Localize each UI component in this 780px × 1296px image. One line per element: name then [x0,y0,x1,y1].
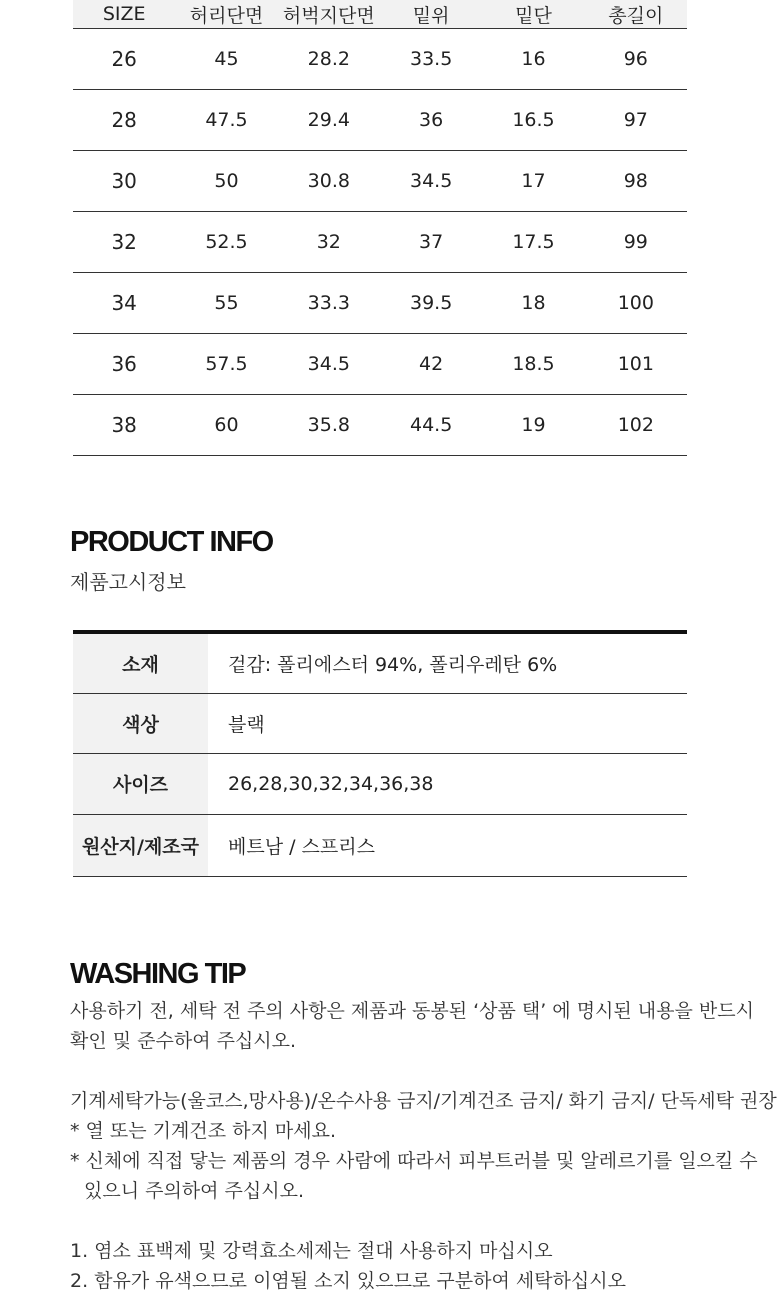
info-row-color [73,693,687,753]
size-measure-cell: 17 [482,151,584,212]
info-value: 겉감: 폴리에스터 94%, 폴리우레탄 6% [208,632,687,693]
washing-tip-title: WASHING TIP [70,958,246,990]
product-info-subtitle: 제품고시정보 [70,570,186,594]
size-label-cell: 38 [73,395,175,456]
size-table-header-cell: 총길이 [585,0,687,29]
size-table-row [73,90,687,151]
size-label-cell: 30 [73,151,175,212]
size-measure-cell: 16.5 [482,90,584,151]
size-measure-cell: 50 [175,151,277,212]
size-table-header-cell: 밑위 [380,0,482,29]
size-measure-cell: 33.5 [380,29,482,90]
size-measure-cell: 60 [175,395,277,456]
size-measure-cell: 34.5 [278,334,380,395]
washing-note: 있으니 주의하여 주십시오. [84,1180,305,1202]
size-table-header-cell: 허리단면 [175,0,277,29]
size-measure-cell: 100 [585,273,687,334]
size-table-header-row [73,0,687,29]
size-table-row [73,273,687,334]
size-table-body [73,0,687,456]
info-key: 소재 [73,632,208,693]
size-table [73,0,687,456]
size-measure-cell: 32 [278,212,380,273]
size-measure-cell: 55 [175,273,277,334]
info-value: 26,28,30,32,34,36,38 [208,753,687,814]
size-measure-cell: 34.5 [380,151,482,212]
size-table-row [73,151,687,212]
size-measure-cell: 102 [585,395,687,456]
size-measure-cell: 45 [175,29,277,90]
washing-note: * 신체에 직접 닿는 제품의 경우 사람에 따라서 피부트러블 및 알레르기를 일으킬 수 [70,1150,758,1172]
size-label-cell: 26 [73,29,175,90]
washing-tip-text [70,996,777,1296]
size-table-row [73,395,687,456]
size-measure-cell: 36 [380,90,482,151]
info-value: 블랙 [208,693,687,753]
size-measure-cell: 47.5 [175,90,277,151]
size-table-header-cell: SIZE [73,0,175,29]
size-measure-cell: 30.8 [278,151,380,212]
info-row-material [73,632,687,693]
product-info-table [73,630,687,877]
info-key: 사이즈 [73,753,208,814]
size-measure-cell: 42 [380,334,482,395]
size-measure-cell: 29.4 [278,90,380,151]
size-measure-cell: 18.5 [482,334,584,395]
washing-intro-line: 사용하기 전, 세탁 전 주의 사항은 제품과 동봉된 ‘상품 택’ 에 명시된 내용을 반드시 [70,1000,754,1022]
info-key: 원산지/제조국 [73,814,208,876]
size-measure-cell: 17.5 [482,212,584,273]
size-table-header-cell: 밑단 [482,0,584,29]
size-measure-cell: 18 [482,273,584,334]
size-measure-cell: 57.5 [175,334,277,395]
size-measure-cell: 37 [380,212,482,273]
size-measure-cell: 19 [482,395,584,456]
size-measure-cell: 39.5 [380,273,482,334]
size-measure-cell: 101 [585,334,687,395]
size-label-cell: 36 [73,334,175,395]
size-measure-cell: 33.3 [278,273,380,334]
info-value: 베트남 / 스프리스 [208,814,687,876]
size-measure-cell: 96 [585,29,687,90]
size-table-row [73,29,687,90]
info-row-origin [73,814,687,876]
size-measure-cell: 16 [482,29,584,90]
washing-intro-line: 확인 및 준수하여 주십시오. [70,1030,297,1052]
size-measure-cell: 52.5 [175,212,277,273]
washing-note: * 열 또는 기계건조 하지 마세요. [70,1120,336,1142]
washing-rule: 기계세탁가능(울코스,망사용)/온수사용 금지/기계건조 금지/ 화기 금지/ 단독세탁 권장 [70,1090,777,1112]
info-key: 색상 [73,693,208,753]
size-label-cell: 32 [73,212,175,273]
washing-item: 2. 함유가 유색으므로 이염될 소지 있으므로 구분하여 세탁하십시오 [70,1270,626,1292]
size-measure-cell: 35.8 [278,395,380,456]
info-row-size [73,753,687,814]
size-table-row [73,212,687,273]
size-label-cell: 34 [73,273,175,334]
size-measure-cell: 28.2 [278,29,380,90]
size-label-cell: 28 [73,90,175,151]
product-info-title: PRODUCT INFO [70,526,273,558]
size-table-header-cell: 허벅지단면 [278,0,380,29]
size-measure-cell: 98 [585,151,687,212]
washing-item: 1. 염소 표백제 및 강력효소세제는 절대 사용하지 마십시오 [70,1240,553,1262]
size-measure-cell: 44.5 [380,395,482,456]
size-measure-cell: 97 [585,90,687,151]
size-table-row [73,334,687,395]
size-measure-cell: 99 [585,212,687,273]
